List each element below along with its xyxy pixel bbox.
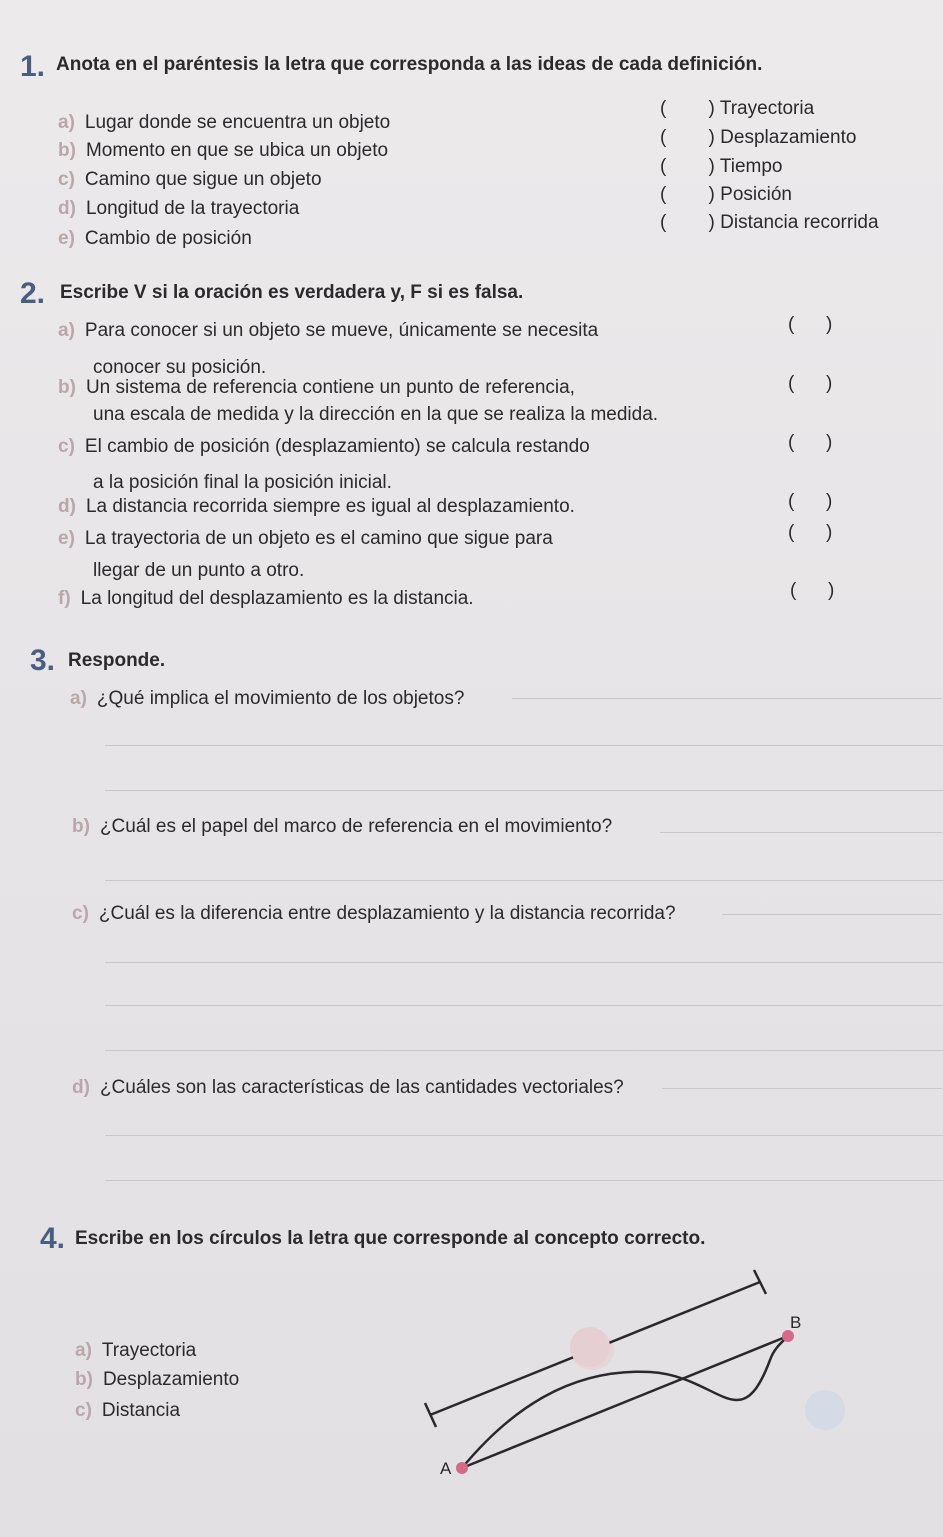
answer-line[interactable] — [105, 745, 943, 746]
definition-a: a) Lugar donde se encuentra un objeto — [58, 112, 391, 133]
answer-line[interactable] — [105, 1135, 943, 1136]
motion-diagram — [400, 1260, 820, 1490]
concept-answer-2[interactable]: ( ) Desplazamiento — [660, 127, 857, 148]
definition-c: c) Camino que sigue un objeto — [58, 169, 322, 190]
answer-line[interactable] — [512, 698, 942, 699]
concept-answer-4[interactable]: ( ) Posición — [660, 184, 792, 205]
section-4-number: 4. — [40, 1222, 66, 1255]
definition-d: d) Longitud de la trayectoria — [58, 198, 300, 219]
statement-e-answer[interactable]: ( ) — [788, 522, 833, 543]
question-c: c) ¿Cuál es la diferencia entre desplazamiento y la distancia recorrida? — [72, 903, 676, 924]
statement-f: f) La longitud del desplazamiento es la distancia. — [58, 588, 474, 609]
answer-line[interactable] — [660, 832, 942, 833]
section-3-instruction: Responde. — [68, 650, 166, 671]
definition-e: e) Cambio de posición — [58, 228, 252, 249]
answer-line[interactable] — [662, 1088, 942, 1089]
answer-line[interactable] — [105, 1005, 943, 1006]
option-a: a) Trayectoria — [75, 1340, 197, 1361]
statement-e-line2: llegar de un punto a otro. — [93, 560, 305, 581]
option-c: c) Distancia — [75, 1400, 181, 1421]
option-b: b) Desplazamiento — [75, 1369, 240, 1390]
definition-b: b) Momento en que se ubica un objeto — [58, 140, 389, 161]
answer-line[interactable] — [105, 880, 943, 881]
question-b: b) ¿Cuál es el papel del marco de referencia en el movimiento? — [72, 816, 613, 837]
section-1-number: 1. — [20, 50, 46, 83]
concept-answer-3[interactable]: ( ) Tiempo — [660, 156, 783, 177]
concept-answer-1[interactable]: ( ) Trayectoria — [660, 98, 815, 119]
point-a-dot — [456, 1462, 468, 1474]
statement-c-line1: c) El cambio de posición (desplazamiento) se calcula restando — [58, 436, 590, 457]
section-2-number: 2. — [20, 277, 46, 310]
distance-tick-end — [754, 1270, 766, 1294]
point-b-label: B — [790, 1313, 802, 1332]
section-4-instruction: Escribe en los círculos la letra que corresponde al concepto correcto. — [75, 1228, 706, 1249]
point-a-label: A — [440, 1459, 452, 1478]
section-2-instruction: Escribe V si la oración es verdadera y, F si es falsa. — [60, 282, 524, 303]
statement-d-answer[interactable]: ( ) — [788, 491, 833, 512]
statement-b-line1: b) Un sistema de referencia contiene un punto de referencia, — [58, 377, 575, 398]
answer-line[interactable] — [105, 790, 943, 791]
section-1-instruction: Anota en el paréntesis la letra que corresponda a las ideas de cada definición. — [56, 54, 763, 75]
answer-circle[interactable] — [570, 1327, 610, 1367]
concept-answer-5[interactable]: ( ) Distancia recorrida — [660, 212, 879, 233]
answer-line[interactable] — [722, 914, 942, 915]
statement-a-line1: a) Para conocer si un objeto se mueve, únicamente se necesita — [58, 320, 599, 341]
section-3-number: 3. — [30, 644, 56, 677]
displacement-line — [462, 1336, 788, 1468]
statement-f-answer[interactable]: ( ) — [790, 580, 835, 601]
question-d: d) ¿Cuáles son las características de las cantidades vectoriales? — [72, 1077, 624, 1098]
distance-tick-start — [425, 1403, 436, 1427]
statement-a-answer[interactable]: ( ) — [788, 314, 833, 335]
statement-b-answer[interactable]: ( ) — [788, 373, 833, 394]
statement-c-line2: a la posición final la posición inicial. — [93, 472, 392, 493]
statement-c-answer[interactable]: ( ) — [788, 432, 833, 453]
statement-e-line1: e) La trayectoria de un objeto es el camino que sigue para — [58, 528, 553, 549]
answer-line[interactable] — [105, 1180, 943, 1181]
question-a: a) ¿Qué implica el movimiento de los objetos? — [70, 688, 465, 709]
statement-d: d) La distancia recorrida siempre es igual al desplazamiento. — [58, 496, 575, 517]
statement-b-line2: una escala de medida y la dirección en la que se realiza la medida. — [93, 404, 659, 425]
statement-a-line2: conocer su posición. — [93, 357, 267, 378]
answer-line[interactable] — [105, 962, 943, 963]
answer-line[interactable] — [105, 1050, 943, 1051]
